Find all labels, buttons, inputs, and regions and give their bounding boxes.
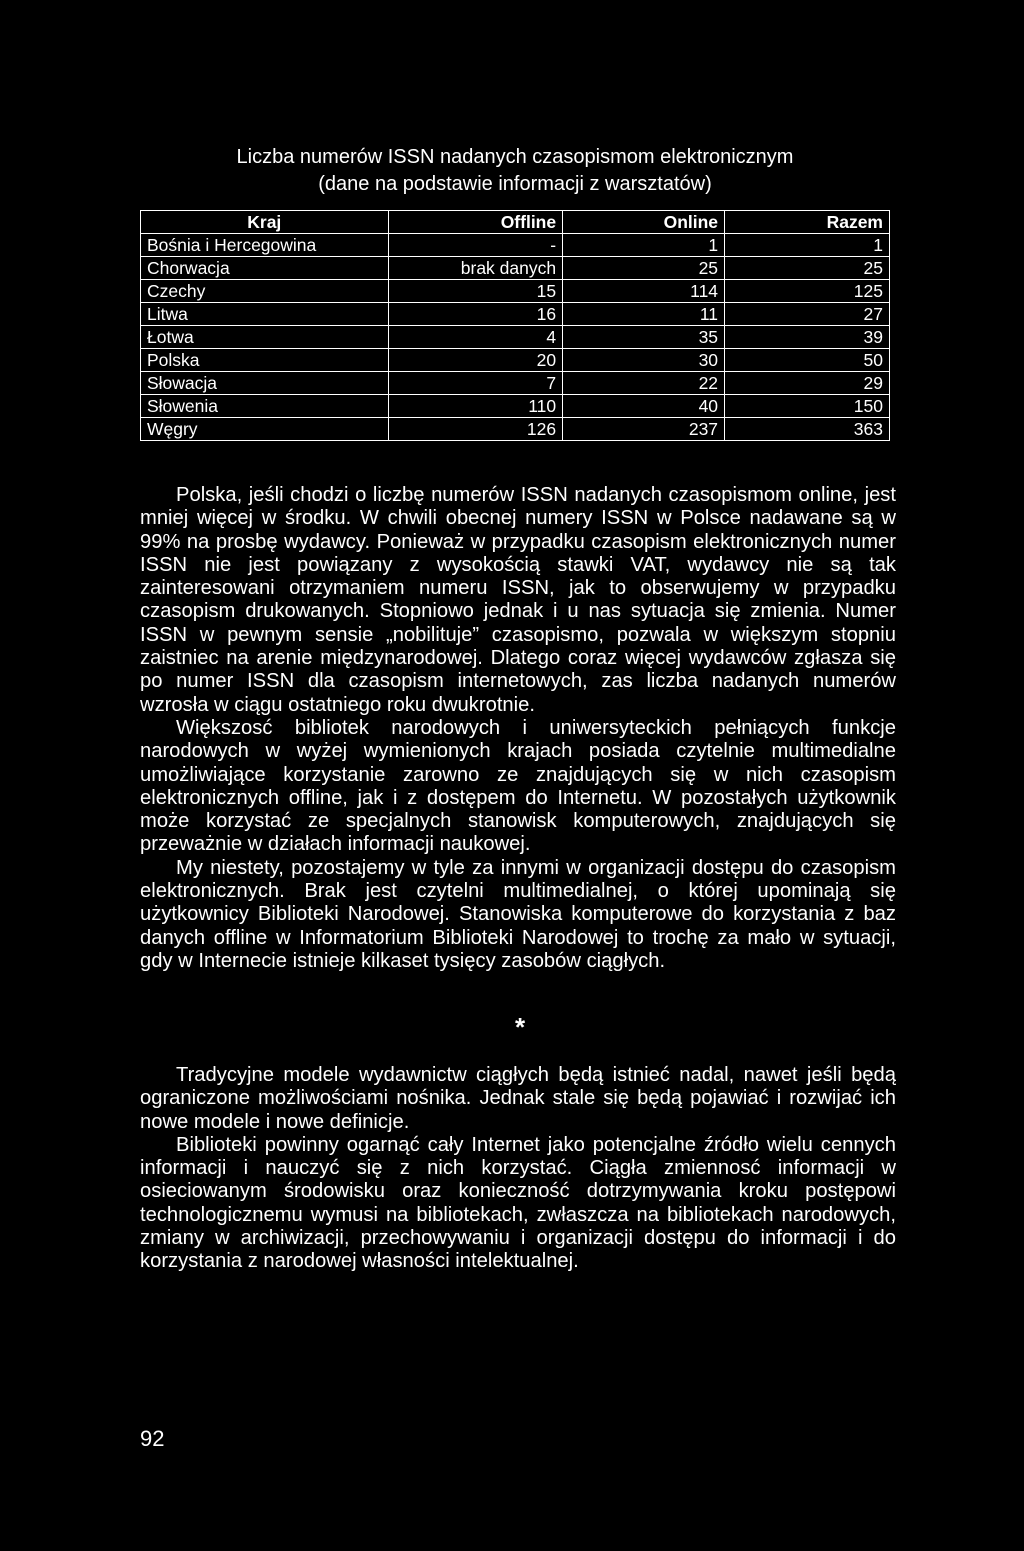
- table-row: [141, 234, 890, 257]
- cell-razem: 363: [725, 418, 890, 441]
- cell-country: Słowacja: [141, 372, 389, 395]
- table-row: [141, 395, 890, 418]
- body-text-section-1: [140, 484, 896, 973]
- issn-table: [140, 210, 890, 441]
- cell-razem: 27: [725, 303, 890, 326]
- header-offline: Offline: [388, 211, 563, 234]
- cell-razem: 29: [725, 372, 890, 395]
- cell-country: Chorwacja: [141, 257, 389, 280]
- cell-online: 1: [563, 234, 725, 257]
- cell-online: 25: [563, 257, 725, 280]
- cell-offline: 4: [388, 326, 563, 349]
- table-row: [141, 418, 890, 441]
- paragraph: Polska, jeśli chodzi o liczbę numerów ISSN nadanych czasopismom online, jest mniej więcej w środku. W chwili obecnej numery ISSN w Polsce nadawane są w 99% na prosbę wydawcy. Ponieważ w przypadku czasopism elektronicznych numer ISSN nie jest powiązany z wysokością stawki VAT, wydawcy nie są tak zainteresowani otrzymaniem numeru ISSN, jak to obserwujemy w przypadku czasopism drukowanych. Stopniowo jednak i u nas sytuacja się zmienia. Numer ISSN w pewnym sensie „nobilituje” czasopismo, pozwala w większym stopniu zaistniec na arenie międzynarodowej. Dlatego coraz więcej wydawców zgłasza się po numer ISSN dla czasopism internetowych, zas liczba nadanych numerów wzrosła w ciągu ostatniego roku dwukrotnie.: [140, 484, 896, 716]
- cell-offline: 7: [388, 372, 563, 395]
- table-row: [141, 303, 890, 326]
- cell-online: 30: [563, 349, 725, 372]
- cell-offline: 16: [388, 303, 563, 326]
- header-online: Online: [563, 211, 725, 234]
- paragraph: My niestety, pozostajemy w tyle za innymi w organizacji dostępu do czasopism elektronicznych. Brak jest czytelni multimedialnej, o której upominają się użytkownicy Biblioteki Narodowej. Stanowiska komputerowe do korzystania z baz danych offline w Informatorium Biblioteki Narodowej to trochę za mało w sytuacji, gdy w Internecie istnieje kilkaset tysięcy zasobów ciągłych.: [140, 856, 896, 972]
- cell-razem: 125: [725, 280, 890, 303]
- cell-online: 11: [563, 303, 725, 326]
- caption-line-2: (dane na podstawie informacji z warsztatów): [318, 173, 712, 195]
- cell-offline: -: [388, 234, 563, 257]
- header-kraj: Kraj: [141, 211, 389, 234]
- cell-offline: 126: [388, 418, 563, 441]
- cell-country: Bośnia i Hercegowina: [141, 234, 389, 257]
- caption-line-1: Liczba numerów ISSN nadanych czasopismom elektronicznym: [236, 146, 794, 168]
- cell-country: Czechy: [141, 280, 389, 303]
- table-caption: [140, 144, 890, 198]
- table-row: [141, 326, 890, 349]
- table-row: [141, 372, 890, 395]
- header-razem: Razem: [725, 211, 890, 234]
- page-number: 92: [140, 1426, 165, 1451]
- cell-razem: 50: [725, 349, 890, 372]
- cell-online: 35: [563, 326, 725, 349]
- table-row: [141, 349, 890, 372]
- section-separator: *: [514, 1012, 526, 1042]
- cell-country: Węgry: [141, 418, 389, 441]
- table-header-row: [141, 211, 890, 234]
- cell-offline: brak danych: [388, 257, 563, 280]
- table-row: [141, 280, 890, 303]
- cell-online: 22: [563, 372, 725, 395]
- paragraph: Tradycyjne modele wydawnictw ciągłych będą istnieć nadal, nawet jeśli będą ograniczone możliwościami nośnika. Jednak stale się będą pojawiać i rozwijać ich nowe modele i nowe definicje.: [140, 1064, 896, 1133]
- cell-offline: 110: [388, 395, 563, 418]
- body-text-section-2: [140, 1064, 896, 1274]
- cell-country: Słowenia: [141, 395, 389, 418]
- cell-country: Litwa: [141, 303, 389, 326]
- cell-razem: 150: [725, 395, 890, 418]
- paragraph: Biblioteki powinny ogarnąć cały Internet jako potencjalne źródło wielu cennych informacji i nauczyć się z nich korzystać. Ciągła zmiennosć informacji w osieciowanym środowisku oraz konieczność dotrzymywania kroku postępowi technologicznemu wymusi na bibliotekach, zwłaszcza na bibliotekach narodowych, zmiany w archiwizacji, przechowywaniu i organizacji dostępu do informacji i do korzystania z narodowej własności intelektualnej.: [140, 1133, 896, 1273]
- paragraph: Większosć bibliotek narodowych i uniwersyteckich pełniących funkcje narodowych w wyżej wymienionych krajach posiada czytelnie multimedialne umożliwiające korzystanie zarowno ze znajdujących się w nich czasopism elektronicznych offline, jak i z dostępem do Internetu. W pozostałych użytkownik może korzystać ze specjalnych stanowisk komputerowych, znajdujących się przeważnie w działach informacji naukowej.: [140, 716, 896, 856]
- cell-offline: 15: [388, 280, 563, 303]
- cell-country: Polska: [141, 349, 389, 372]
- cell-online: 114: [563, 280, 725, 303]
- cell-online: 40: [563, 395, 725, 418]
- cell-online: 237: [563, 418, 725, 441]
- cell-razem: 25: [725, 257, 890, 280]
- cell-razem: 39: [725, 326, 890, 349]
- cell-country: Łotwa: [141, 326, 389, 349]
- table-row: [141, 257, 890, 280]
- cell-offline: 20: [388, 349, 563, 372]
- cell-razem: 1: [725, 234, 890, 257]
